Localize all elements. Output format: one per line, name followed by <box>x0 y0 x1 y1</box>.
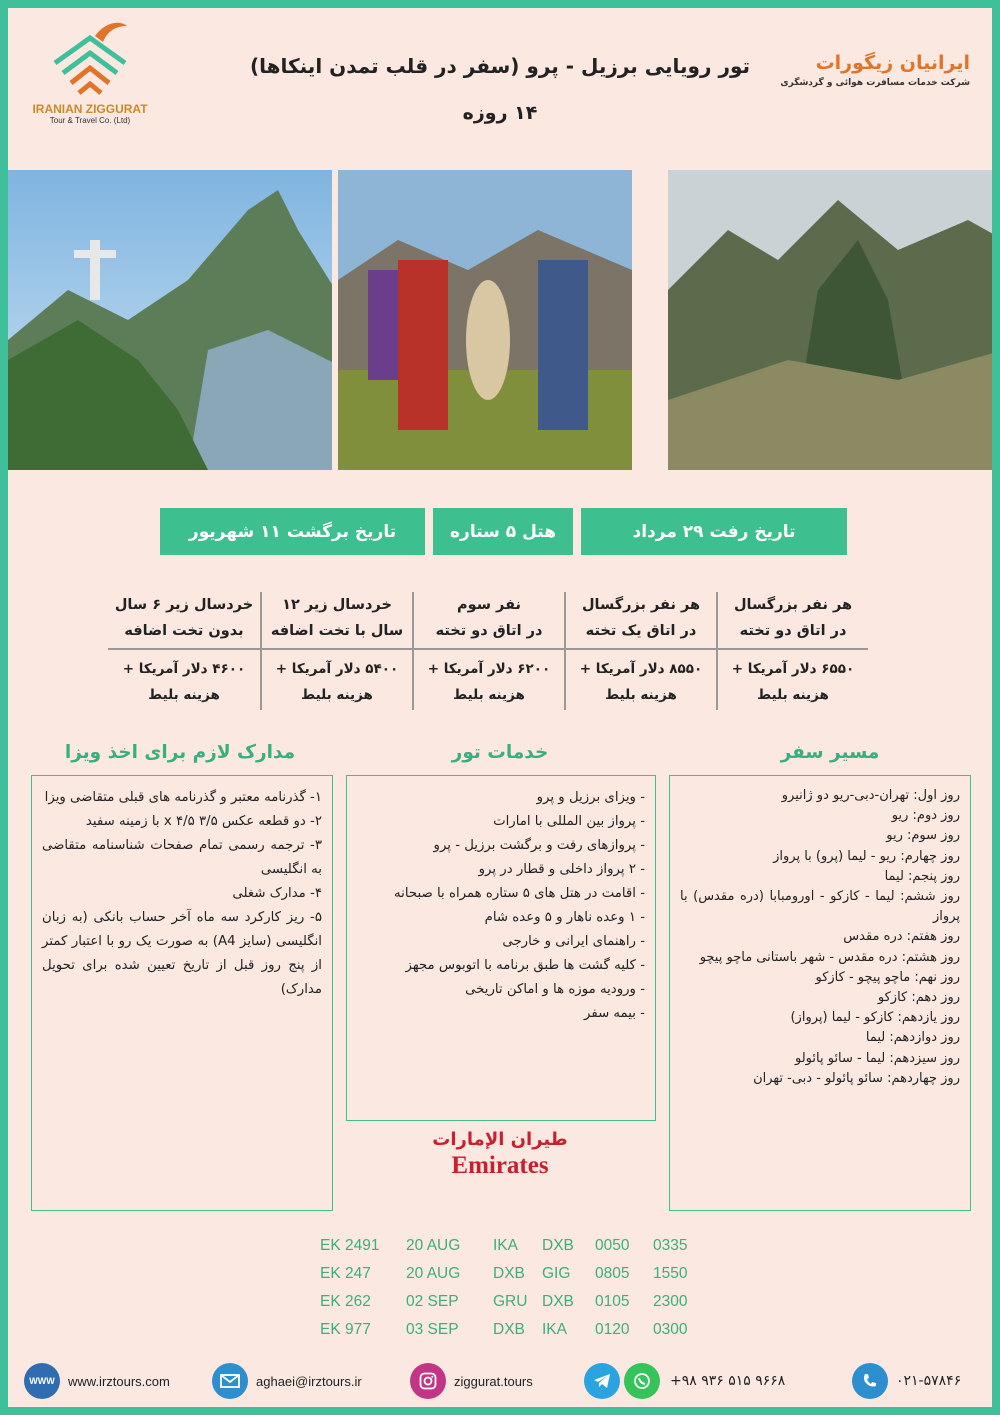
website-link[interactable]: www.irztours.com <box>68 1373 170 1389</box>
flight-from: DXB <box>493 1265 525 1282</box>
visa-panel <box>31 775 333 1211</box>
flight-date: 02 SEP <box>406 1293 459 1310</box>
flight-arrive: 0335 <box>653 1237 688 1254</box>
service-item: - بیمه سفر <box>584 1006 645 1021</box>
price-col-adult-double <box>716 592 868 710</box>
flight-row <box>320 1316 703 1344</box>
website-contact[interactable] <box>24 1363 170 1399</box>
route-day: روز سیزدهم: لیما - سائو پائولو <box>795 1050 960 1066</box>
route-day: روز اول: تهران-دبی-ریو دو ژانیرو <box>781 788 960 803</box>
price-value: ۶۵۵۰ دلار آمریکا + <box>731 661 855 677</box>
service-item: - ۲ پرواز داخلی و قطار در پرو <box>478 862 645 877</box>
route-day: روز سوم: ریو <box>886 828 960 844</box>
service-item: - ۱ وعده ناهار و ۵ وعده شام <box>484 910 645 925</box>
photo-peru-people <box>338 170 662 470</box>
price-head-sub: در اتاق یک تخته <box>585 623 697 639</box>
flight-to: GIG <box>542 1265 571 1282</box>
service-item: - ویزای برزیل و پرو <box>536 790 645 805</box>
visa-item: ۵- ریز کارکرد سه ماه آخر حساب بانکی (به زبان انگلیسی (سایز A4) به صورت یک رو با اعتبار کمتر از پنج روز قبل از تاریخ تعیین شده برای تحویل مدارک) <box>42 910 322 997</box>
price-head: خردسال زیر ۱۲ <box>282 597 392 613</box>
phone-number[interactable]: ۰۲۱-۵۷۸۴۶ <box>896 1373 962 1389</box>
flight-number: EK 2491 <box>320 1237 380 1254</box>
photo-machu-picchu <box>668 170 992 470</box>
flight-depart: 0120 <box>595 1321 630 1338</box>
flight-row <box>320 1260 703 1288</box>
flight-to: IKA <box>542 1321 567 1338</box>
service-item: - کلیه گشت ها طبق برنامه با اتوبوس مجهز <box>405 958 645 973</box>
route-day: روز دوازدهم: لیما <box>865 1030 960 1046</box>
flight-row <box>320 1232 703 1260</box>
flight-depart: 0050 <box>595 1237 630 1254</box>
price-note: هزینه بلیط <box>605 687 677 703</box>
tour-duration: ۱۴ روزه <box>462 102 538 124</box>
logo-subtitle: Tour & Travel Co. (Ltd) <box>49 116 131 125</box>
price-note: هزینه بلیط <box>301 687 373 703</box>
photo-strip <box>8 170 992 470</box>
price-head-sub: در اتاق دو تخته <box>739 623 847 639</box>
service-item: - پرواز بین المللی با امارات <box>493 814 645 829</box>
flight-from: DXB <box>493 1321 525 1338</box>
flight-depart: 0805 <box>595 1265 630 1282</box>
contact-footer <box>24 1363 976 1399</box>
flight-number: EK 262 <box>320 1293 371 1310</box>
brand-name: ایرانیان زیگورات <box>815 52 970 74</box>
route-day: روز دوم: ریو <box>891 808 960 824</box>
flight-date: 20 AUG <box>406 1237 461 1254</box>
route-panel <box>669 775 971 1211</box>
price-table <box>108 592 868 710</box>
flight-date: 03 SEP <box>406 1321 459 1338</box>
email-contact[interactable] <box>212 1363 362 1399</box>
route-day: روز یازدهم: کازکو - لیما (پرواز) <box>790 1010 960 1026</box>
flight-to: DXB <box>542 1237 574 1254</box>
mobile-contact[interactable] <box>584 1363 785 1399</box>
route-day: روز دهم: کازکو <box>877 990 960 1006</box>
return-date: تاریخ برگشت ۱۱ شهریور <box>160 508 425 555</box>
emirates-wordmark: Emirates <box>451 1152 549 1179</box>
flight-arrive: 1550 <box>653 1265 688 1282</box>
price-col-child-6 <box>108 592 260 710</box>
price-note: هزینه بلیط <box>148 687 220 703</box>
flight-from: GRU <box>493 1293 528 1310</box>
visa-title: مدارک لازم برای اخذ ویزا <box>64 742 296 763</box>
price-head-sub: در اتاق دو تخته <box>435 623 543 639</box>
flight-depart: 0105 <box>595 1293 630 1310</box>
price-value: ۶۲۰۰ دلار آمریکا + <box>427 661 551 677</box>
instagram-contact[interactable] <box>410 1363 533 1399</box>
service-item: - اقامت در هتل های ۵ ستاره همراه با صبحانه <box>394 886 645 901</box>
ziggurat-logo-icon <box>45 18 135 100</box>
route-day: روز هشتم: دره مقدس - شهر باستانی ماچو پیچو <box>699 949 960 965</box>
email-link[interactable]: aghaei@irztours.ir <box>256 1373 362 1389</box>
visa-item: ۱- گذرنامه معتبر و گذرنامه های قبلی متقاضی ویزا <box>44 790 322 805</box>
price-head: هر نفر بزرگسال <box>581 597 701 613</box>
tour-info-bar <box>152 508 847 555</box>
services-panel <box>346 775 656 1121</box>
phone-icon <box>852 1363 888 1399</box>
mail-icon <box>212 1363 248 1399</box>
phone-contact[interactable] <box>852 1363 961 1399</box>
price-value: ۸۵۵۰ دلار آمریکا + <box>579 661 703 677</box>
globe-icon: WWW <box>24 1363 60 1399</box>
flight-number: EK 977 <box>320 1321 371 1338</box>
emirates-arabic-wordmark: طيران الإمارات <box>432 1129 568 1150</box>
departure-date: تاریخ رفت ۲۹ مرداد <box>581 508 847 555</box>
flight-from: IKA <box>493 1237 518 1254</box>
telegram-icon <box>584 1363 620 1399</box>
services-title: خدمات تور <box>451 742 549 763</box>
price-value: ۴۶۰۰ دلار آمریکا + <box>122 661 246 677</box>
service-item: - ورودیه موزه ها و اماکن تاریخی <box>465 982 645 997</box>
price-head: نفر سوم <box>457 597 521 613</box>
flight-to: DXB <box>542 1293 574 1310</box>
route-day: روز چهارم: ریو - لیما (پرو) با پرواز <box>773 848 960 864</box>
brand-subtitle: شرکت خدمات مسافرت هوائی و گردشگری <box>780 78 970 88</box>
mobile-number[interactable]: +۹۸ ۹۳۶ ۵۱۵ ۹۶۶۸ <box>670 1373 786 1389</box>
price-head-sub: سال با تخت اضافه <box>270 623 404 639</box>
price-head-sub: بدون تخت اضافه <box>124 623 244 639</box>
emirates-logo <box>420 1128 580 1180</box>
route-day: روز ششم: لیما - کازکو - اورومبابا (دره مقدس) با پرواز <box>680 889 960 925</box>
flight-arrive: 0300 <box>653 1321 688 1338</box>
route-title: مسیر سفر <box>780 742 880 763</box>
visa-item: ۴- مدارک شغلی <box>232 886 322 901</box>
instagram-icon <box>410 1363 446 1399</box>
service-item: - پروازهای رفت و برگشت برزیل - پرو <box>433 838 645 853</box>
flight-date: 20 AUG <box>406 1265 461 1282</box>
whatsapp-icon <box>624 1363 660 1399</box>
logo-name: IRANIAN ZIGGURAT <box>32 102 148 116</box>
hotel-rating: هتل ۵ ستاره <box>433 508 573 555</box>
flight-arrive: 2300 <box>653 1293 688 1310</box>
visa-item: ۳- ترجمه رسمی تمام صفحات شناسنامه متقاضی به انگلیسی <box>42 838 322 877</box>
price-head: خردسال زیر ۶ سال <box>114 597 254 613</box>
price-head: هر نفر بزرگسال <box>733 597 853 613</box>
photo-rio <box>8 170 332 470</box>
flight-schedule <box>320 1232 703 1344</box>
company-logo <box>30 18 150 125</box>
tour-title: تور رویایی برزیل - پرو (سفر در قلب تمدن اینکاها) <box>249 54 751 78</box>
flight-number: EK 247 <box>320 1265 371 1282</box>
instagram-handle[interactable]: ziggurat.tours <box>454 1373 533 1389</box>
route-day: روز نهم: ماچو پیچو - کازکو <box>815 969 960 985</box>
price-note: هزینه بلیط <box>453 687 525 703</box>
route-day: روز هفتم: دره مقدس <box>843 929 960 945</box>
price-col-third-person <box>412 592 564 710</box>
flight-row <box>320 1288 703 1316</box>
price-value: ۵۴۰۰ دلار آمریکا + <box>275 661 399 677</box>
price-note: هزینه بلیط <box>757 687 829 703</box>
price-col-adult-single <box>564 592 716 710</box>
brand-block <box>780 52 970 88</box>
route-day: روز چهاردهم: سائو پائولو - دبی- تهران <box>753 1070 960 1086</box>
price-col-child-12 <box>260 592 412 710</box>
service-item: - راهنمای ایرانی و خارجی <box>502 934 645 949</box>
route-day: روز پنجم: لیما <box>884 868 960 884</box>
visa-item: ۲- دو قطعه عکس ۳/۵ x ۴/۵ با زمینه سفید <box>85 814 322 829</box>
